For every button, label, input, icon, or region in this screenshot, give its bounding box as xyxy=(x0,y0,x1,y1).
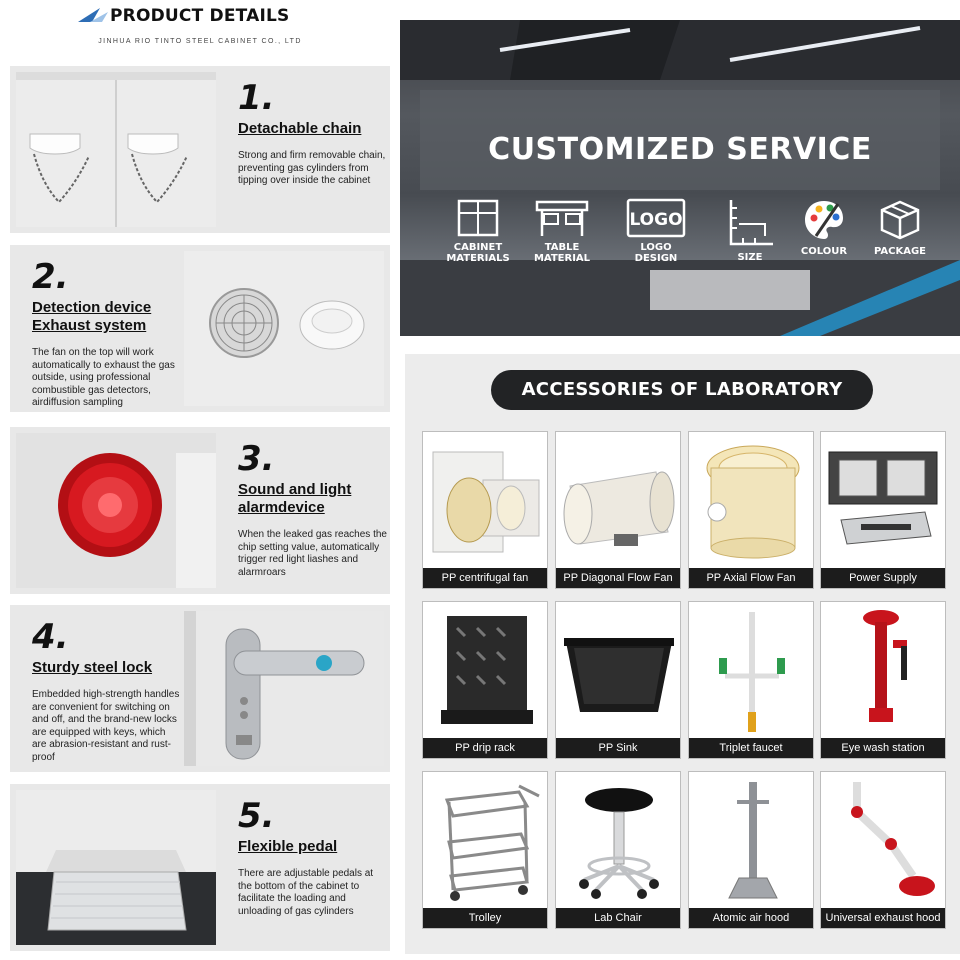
accessory-card-pp-diagonal-flow-fan xyxy=(555,431,681,589)
accessory-label: PP Axial Flow Fan xyxy=(689,568,813,588)
accessory-card-triplet-faucet xyxy=(688,601,814,759)
service-colour xyxy=(786,198,862,257)
product-details-section xyxy=(0,0,400,960)
service-label: CABINET MATERIALS xyxy=(446,242,510,264)
feature-description: The fan on the top will work automatically to exhaust the gas outside, using professional combustible gas detectors, airdiffusion sampling xyxy=(32,347,175,408)
sink-icon xyxy=(556,602,681,740)
feature-heading: Sturdy steel lock xyxy=(32,659,153,676)
feature-flexible-pedal xyxy=(10,784,390,951)
centrifugal-fan-icon xyxy=(423,432,548,570)
feature-number: 3. xyxy=(238,439,275,479)
service-cabinet-materials xyxy=(440,198,516,264)
accessory-card-trolley xyxy=(422,771,548,929)
ruler-icon xyxy=(725,198,775,248)
accessory-label: PP drip rack xyxy=(423,738,547,758)
accessory-label: PP centrifugal fan xyxy=(423,568,547,588)
eye-wash-icon xyxy=(821,602,946,740)
chair-icon xyxy=(556,772,681,910)
accessory-label: PP Sink xyxy=(556,738,680,758)
product-details-header xyxy=(0,0,400,60)
feature-text xyxy=(32,259,182,410)
drip-rack-icon xyxy=(423,602,548,740)
feature-number: 4. xyxy=(32,617,69,657)
feature-text xyxy=(238,441,388,579)
customized-service-banner xyxy=(400,20,960,336)
diagonal-fan-icon xyxy=(556,432,681,570)
service-label: SIZE xyxy=(737,252,763,263)
feature-description: When the leaked gas reaches the chip setting value, automatically trigger red light liashes and alarmroars xyxy=(238,529,387,578)
service-package xyxy=(862,198,938,257)
feature-number: 2. xyxy=(32,257,69,297)
power-supply-icon xyxy=(821,432,946,570)
service-size xyxy=(712,198,788,263)
accessory-card-pp-centrifugal-fan xyxy=(422,431,548,589)
service-logo-design xyxy=(618,198,694,264)
feature-detection-exhaust xyxy=(10,245,390,412)
feature-heading: Flexible pedal xyxy=(238,838,338,855)
accessory-card-eye-wash-station xyxy=(820,601,946,759)
feature-number: 1. xyxy=(238,78,275,118)
company-name: JINHUA RIO TINTO STEEL CABINET CO., LTD xyxy=(98,38,302,45)
cabinet-icon xyxy=(456,198,500,238)
accessory-label: PP Diagonal Flow Fan xyxy=(556,568,680,588)
logo-icon xyxy=(626,198,686,238)
trolley-icon xyxy=(423,772,548,910)
feature-text xyxy=(32,619,182,764)
feature-text xyxy=(238,80,388,188)
feature-description: There are adjustable pedals at the bottom of the cabinet to facilitate the loading and unloading of gas cylinders xyxy=(238,868,374,917)
banner-title: CUSTOMIZED SERVICE xyxy=(488,132,872,167)
accessory-label: Atomic air hood xyxy=(689,908,813,928)
box-icon xyxy=(878,198,922,242)
accessory-card-pp-sink xyxy=(555,601,681,759)
accessory-label: Power Supply xyxy=(821,568,945,588)
service-label: COLOUR xyxy=(800,246,848,257)
feature-text xyxy=(238,798,388,918)
lab-background-image xyxy=(400,20,960,336)
service-label: PACKAGE xyxy=(873,246,927,257)
palette-icon xyxy=(802,198,846,242)
accessory-card-lab-chair xyxy=(555,771,681,929)
axial-fan-icon xyxy=(689,432,814,570)
accessory-label: Lab Chair xyxy=(556,908,680,928)
table-icon xyxy=(534,198,590,238)
feature-heading: Detection device Exhaust system xyxy=(32,299,152,334)
accessory-card-pp-axial-flow-fan xyxy=(688,431,814,589)
fan-detector-photo xyxy=(184,251,384,406)
accessory-label: Universal exhaust hood xyxy=(821,908,945,928)
feature-heading: Sound and light alarmdevice xyxy=(238,481,352,516)
page-title: PRODUCT DETAILS xyxy=(110,6,290,26)
feature-sound-light-alarm xyxy=(10,427,390,594)
accessory-label: Triplet faucet xyxy=(689,738,813,758)
feature-number: 5. xyxy=(238,796,275,836)
accessory-card-atomic-air-hood xyxy=(688,771,814,929)
feature-description: Strong and firm removable chain, preventing gas cylinders from tipping over inside the cabinet xyxy=(238,150,386,186)
accessory-card-pp-drip-rack xyxy=(422,601,548,759)
service-label: TABLE MATERIAL xyxy=(533,242,591,264)
pedal-photo xyxy=(16,790,216,945)
accessory-label: Eye wash station xyxy=(821,738,945,758)
air-hood-icon xyxy=(689,772,814,910)
accessory-label: Trolley xyxy=(423,908,547,928)
feature-detachable-chain xyxy=(10,66,390,233)
accessory-card-universal-exhaust-hood xyxy=(820,771,946,929)
alarm-light-photo xyxy=(16,433,216,588)
service-label: LOGO DESIGN xyxy=(634,242,678,264)
feature-steel-lock xyxy=(10,605,390,772)
feature-heading: Detachable chain xyxy=(238,120,362,137)
accessories-title: ACCESSORIES OF LABORATORY xyxy=(491,370,873,410)
lock-photo xyxy=(184,611,384,766)
feature-description: Embedded high-strength handles are convenient for switching on and off, and the brand-new locks are equipped with keys, which are abrasion-resistant and rust-proof xyxy=(32,689,180,763)
svg-text:LOGO: LOGO xyxy=(629,210,683,230)
accessories-section xyxy=(405,354,960,954)
chain-photo xyxy=(16,72,216,227)
exhaust-hood-icon xyxy=(821,772,946,910)
faucet-icon xyxy=(689,602,814,740)
service-table-material xyxy=(524,198,600,264)
accessory-card-power-supply xyxy=(820,431,946,589)
